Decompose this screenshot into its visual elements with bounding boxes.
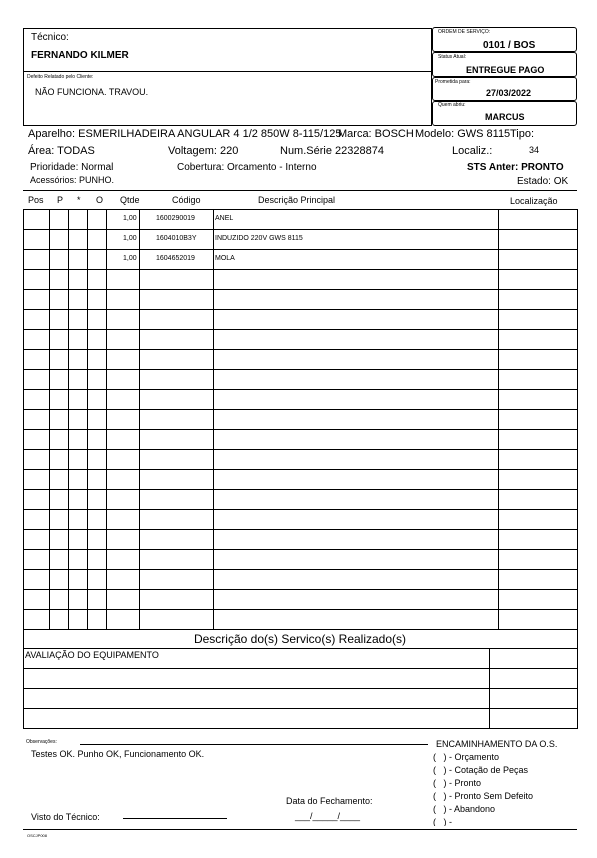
observacoes-label: Observações:	[26, 739, 57, 745]
col-header-o: O	[96, 195, 104, 205]
services-col-line	[489, 648, 490, 728]
table-row-line	[23, 629, 577, 630]
header-divider	[23, 71, 432, 72]
services-row-line	[23, 708, 577, 709]
tecnico-label: Técnico:	[31, 32, 69, 43]
cobertura-text: Cobertura: Orcamento - Interno	[177, 162, 317, 173]
status-value: ENTREGUE PAGO	[466, 65, 545, 75]
visto-label: Visto do Técnico:	[31, 812, 100, 822]
defeito-label: Defeito Relatado pelo Cliente:	[27, 74, 94, 80]
col-header-pos: Pos	[28, 195, 44, 205]
observacoes-line	[80, 744, 428, 745]
col-header-qtde: Qtde	[120, 195, 140, 205]
col-header-p: P	[57, 195, 64, 205]
table-col-line	[106, 209, 107, 629]
option-cotacao: ( ) - Cotação de Peças	[433, 765, 529, 775]
prometida-label: Prometida para:	[435, 79, 471, 85]
tipo-text: Tipo:	[510, 128, 535, 140]
option-orcamento: ( ) - Orçamento	[433, 752, 500, 762]
table-col-line	[213, 209, 214, 629]
col-header-codigo: Código	[172, 195, 201, 205]
table-col-line	[68, 209, 69, 629]
defeito-text: NÃO FUNCIONA. TRAVOU.	[35, 87, 149, 97]
status-label: Status Atual:	[438, 54, 467, 60]
estado-text: Estado: OK	[517, 176, 569, 187]
row-3-qtde: 1,00	[123, 255, 137, 262]
services-first-row: AVALIAÇÃO DO EQUIPAMENTO	[25, 650, 159, 660]
table-top-line	[23, 190, 577, 191]
row-2-descricao: INDUZIDO 220V GWS 8115	[215, 235, 303, 242]
marca-text: Marca: BOSCH	[338, 128, 414, 140]
visto-line	[123, 818, 227, 819]
voltagem-text: Voltagem: 220	[168, 145, 239, 157]
row-2-qtde: 1,00	[123, 235, 137, 242]
services-row-line	[23, 728, 577, 729]
services-row-line	[23, 668, 577, 669]
table-left-border	[23, 209, 24, 729]
col-header-descricao: Descrição Principal	[258, 195, 336, 205]
row-3-codigo: 1604652019	[156, 255, 195, 262]
ordem-value: 0101 / BOS	[483, 40, 536, 51]
bottom-line	[23, 829, 577, 830]
prioridade-text: Prioridade: Normal	[30, 162, 114, 173]
row-1-codigo: 1600290019	[156, 215, 195, 222]
table-col-line	[139, 209, 140, 629]
aparelho-text: Aparelho: ESMERILHADEIRA ANGULAR 4 1/2 850W 8-115/125	[28, 128, 342, 140]
quem-label: Quem abriu:	[438, 102, 466, 108]
services-row-line	[23, 648, 577, 649]
option-blank: ( ) -	[433, 817, 452, 826]
services-title: Descrição do(s) Servico(s) Realizado(s)	[193, 632, 407, 646]
data-fechamento-blank: ___/_____/____	[295, 811, 361, 821]
row-2-codigo: 1604010B3Y	[156, 235, 197, 242]
table-col-line	[49, 209, 50, 629]
option-pronto: ( ) - Pronto	[433, 778, 482, 788]
data-fechamento-label: Data do Fechamento:	[286, 796, 373, 806]
row-3-descricao: MOLA	[215, 255, 235, 262]
table-col-line	[498, 209, 499, 629]
localiz-value: 34	[529, 145, 540, 155]
modelo-text: Modelo: GWS 8115	[415, 128, 511, 140]
table-right-border	[577, 209, 578, 729]
num-serie-text: Num.Série 22328874	[280, 145, 384, 157]
col-header-star: *	[77, 195, 81, 205]
form-code: OSCJP008	[27, 833, 48, 838]
services-row-line	[23, 688, 577, 689]
tecnico-name: FERNANDO KILMER	[31, 50, 129, 61]
option-abandono: ( ) - Abandono	[433, 804, 496, 814]
col-header-localizacao: Localização	[510, 196, 558, 206]
area-text: Área: TODAS	[28, 145, 95, 157]
prometida-value: 27/03/2022	[486, 88, 532, 98]
row-1-qtde: 1,00	[123, 215, 137, 222]
sts-anter-text: STS Anter: PRONTO	[467, 162, 564, 173]
row-1-descricao: ANEL	[215, 215, 234, 222]
quem-value: MARCUS	[485, 112, 525, 122]
localiz-label: Localiz.:	[452, 145, 493, 157]
observacoes-text: Testes OK. Punho OK, Funcionamento OK.	[31, 749, 205, 759]
option-pronto-sem-defeito: ( ) - Pronto Sem Defeito	[433, 791, 534, 801]
table-col-line	[87, 209, 88, 629]
encaminhamento-title: ENCAMINHAMENTO DA O.S.	[436, 739, 558, 749]
acessorios-text: Acessórios: PUNHO.	[30, 175, 115, 185]
ordem-label: ORDEM DE SERVIÇO:	[438, 29, 491, 35]
